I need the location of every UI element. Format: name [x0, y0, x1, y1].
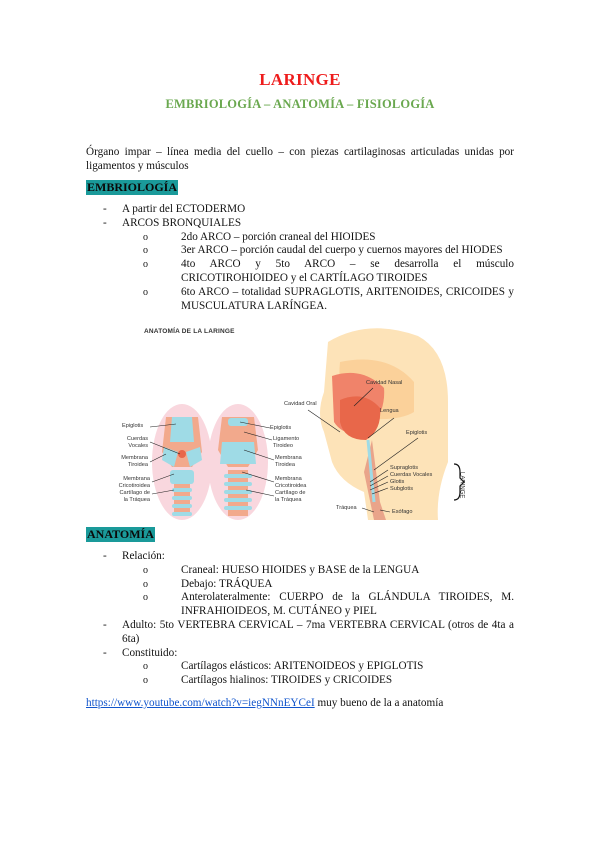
dash-bullet: - — [103, 550, 107, 562]
sublist-item — [86, 674, 514, 688]
sublist-item — [86, 231, 514, 245]
sublist-item-text: 2do ARCO – porción craneal del HIOIDES — [181, 230, 376, 243]
label-cavidad-nasal: Cavidad Nasal — [366, 380, 403, 386]
circle-bullet: o — [143, 259, 148, 271]
list-item-text: ARCOS BRONQUIALES — [122, 216, 242, 229]
sublist-item — [86, 286, 514, 314]
label-laringe-bracket: LARINGE — [458, 472, 465, 499]
label-lengua: Lengua — [380, 408, 399, 414]
figure-caption: ANATOMÍA DE LA LARINGE — [144, 328, 235, 335]
list-item — [86, 550, 514, 619]
sublist-item — [86, 564, 514, 578]
circle-bullet: o — [143, 286, 148, 298]
label-cuerdas-vocales-head: Cuerdas Vocales — [390, 472, 433, 478]
circle-bullet: o — [143, 245, 148, 257]
sublist-item-text: 6to ARCO – totalidad SUPRAGLOTIS, ARITENOIDES, CRICOIDES y MUSCULATURA LARÍNGEA. — [181, 285, 514, 312]
label-membrana-tiroidea-front: Membrana Tiroidea — [121, 455, 148, 468]
sublist-item — [86, 578, 514, 592]
sublist-item-text: Cartílagos hialinos: TIROIDES y CRICOIDES — [181, 674, 393, 687]
label-epiglotis-head: Epiglotis — [406, 430, 428, 436]
sublist-item-text: 4to ARCO y 5to ARCO – se desarrolla el músculo CRICOTIROHIOIDEO y el CARTÍLAGO TIROIDES — [181, 258, 514, 284]
intro-paragraph: Órgano impar – línea media del cuello – con piezas cartilaginosas articuladas unidas por ligamentos y músculos — [86, 146, 514, 172]
sublist-item-text: Debajo: TRÁQUEA — [181, 577, 273, 590]
page-subtitle: EMBRIOLOGÍA – ANATOMÍA – FISIOLOGÍA — [165, 97, 435, 111]
label-cartilago-traquea-back: Cartílago de la Tráquea — [275, 490, 306, 503]
page-title: LARINGE — [259, 70, 341, 89]
sublist-item-text: 3er ARCO – porción caudal del cuerpo y cuernos mayores del HIODES — [181, 244, 503, 257]
sublist-item — [86, 591, 514, 619]
sublist — [122, 231, 514, 314]
label-membrana-tiroidea-back: Membrana Tiroidea — [275, 455, 302, 468]
larynx-anatomy-figure — [118, 322, 478, 520]
label-cartilago-traquea-front: Cartílago de la Tráquea — [119, 490, 150, 503]
label-ligamento-tiroideo: Ligamento Tiroideo — [273, 436, 300, 449]
sublist-item — [86, 660, 514, 674]
label-traquea: Tráquea — [336, 505, 357, 511]
label-epiglotis-front: Epiglotis — [122, 423, 144, 429]
list-item — [86, 203, 514, 217]
label-membrana-cricotiroidea-front: Membrana Cricotiroidea — [118, 476, 150, 489]
label-glotis: Glotis — [390, 479, 405, 485]
label-subglotis: Subglotis — [390, 486, 414, 492]
list-item-text: Relación: — [122, 550, 165, 562]
dash-bullet: - — [103, 646, 107, 659]
circle-bullet: o — [143, 564, 148, 576]
label-esofago: Esófago — [392, 509, 413, 515]
list-item — [86, 619, 514, 647]
label-cuerdas-vocales: Cuerdas Vocales — [126, 436, 148, 449]
youtube-link[interactable]: https://www.youtube.com/watch?v=iegNNnEYCeI — [86, 697, 315, 709]
circle-bullet: o — [143, 661, 148, 673]
list-item-text: Constituido: — [122, 646, 178, 659]
label-membrana-cricotiroidea-back: Membrana Cricotiroidea — [275, 476, 307, 489]
sublist-item — [86, 244, 514, 258]
list-item-text: Adulto: 5to VERTEBRA CERVICAL – 7ma VERTEBRA CERVICAL (otros de 4ta a 6ta) — [122, 618, 514, 645]
anatomia-list — [86, 550, 514, 688]
list-item-text: A partir del ECTODERMO — [122, 203, 246, 215]
sublist-item-text: Cartílagos elásticos: ARITENOIDEOS y EPIGLOTIS — [181, 660, 424, 673]
dash-bullet: - — [103, 216, 107, 229]
label-supraglotis: Supraglotis — [390, 465, 418, 471]
reference-line — [86, 697, 443, 709]
label-cavidad-oral: Cavidad Oral — [284, 401, 317, 407]
sublist — [122, 660, 514, 688]
sublist — [122, 564, 514, 619]
sublist-item-text: Anterolateralmente: CUERPO de la GLÁNDULA TIROIDES, M. INFRAHIOIDEOS, M. CUTÁNEO y PIEL — [181, 591, 514, 618]
label-epiglotis-back: Epiglotis — [270, 425, 292, 431]
circle-bullet: o — [143, 231, 148, 243]
circle-bullet: o — [143, 578, 148, 590]
circle-bullet: o — [143, 675, 148, 687]
list-item — [86, 647, 514, 688]
list-item — [86, 217, 514, 314]
sublist-item — [86, 258, 514, 286]
link-note: muy bueno de la a anatomía — [314, 697, 444, 709]
dash-bullet: - — [103, 618, 107, 631]
section-heading-anatomia: ANATOMÍA — [87, 527, 154, 541]
dash-bullet: - — [103, 203, 107, 215]
circle-bullet: o — [143, 592, 148, 604]
section-heading-embriologia: EMBRIOLOGÍA — [87, 180, 178, 194]
embriologia-list — [86, 203, 514, 313]
sublist-item-text: Craneal: HUESO HIOIDES y BASE de la LENGUA — [181, 563, 420, 576]
